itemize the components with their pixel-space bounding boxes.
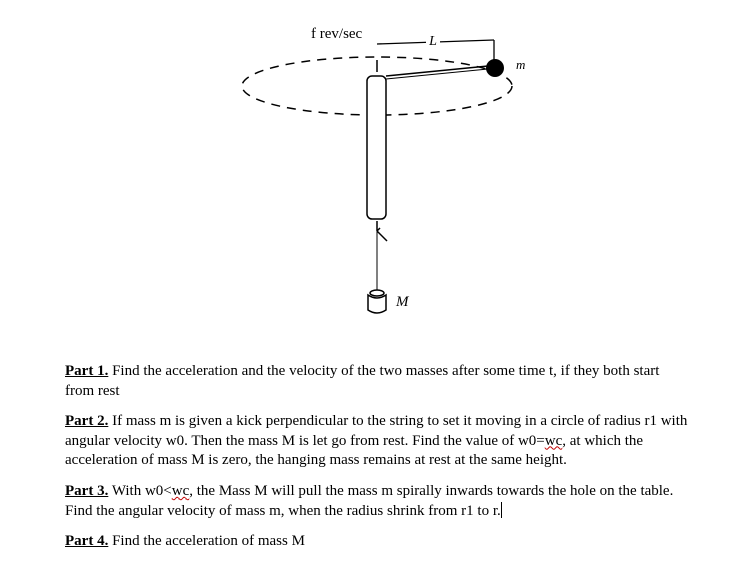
part-1-label: Part 1. xyxy=(65,363,109,379)
length-label: L xyxy=(429,34,437,49)
hook xyxy=(377,221,387,241)
hanging-mass xyxy=(368,295,386,313)
part-4-text: Find the acceleration of mass M xyxy=(112,533,305,549)
part-4 xyxy=(65,532,690,552)
text-cursor xyxy=(501,502,502,518)
part-3-wc: wc xyxy=(171,483,190,499)
orbiting-mass xyxy=(486,59,504,77)
part-1-text: Find the acceleration and the velocity of the two masses after some time t, if they both start from rest xyxy=(65,363,660,399)
orbit-mass-label: m xyxy=(516,57,526,72)
part-3-text-b: , the Mass M will pull the mass m spirally inwards towards the hole on the table. Find the angular velocity of mass m, when the radius shrink from r1 to r. xyxy=(65,483,674,519)
part-3 xyxy=(65,482,690,521)
part-3-label: Part 3. xyxy=(65,483,109,499)
part-1 xyxy=(65,362,690,401)
part-3-text-a: With w0< xyxy=(111,483,172,499)
part-2 xyxy=(65,412,690,471)
hanging-mass-label: M xyxy=(396,294,409,310)
part-2-wc: wc xyxy=(544,432,563,449)
vertical-tube xyxy=(367,76,386,219)
hanging-mass-top xyxy=(370,290,384,296)
part-2-text-b: , at which the acceleration of mass M is zero, the hanging mass remains at rest at the same height. xyxy=(65,432,644,468)
part-4-label: Part 4. xyxy=(65,533,109,549)
rotation-label: f rev/sec xyxy=(311,26,363,42)
part-2-text-a: If mass m is given a kick perpendicular to the string to set it moving in a circle of radius r1 with angular velocity w0. Then the mass M is let go from rest. Find the value of w0= xyxy=(65,413,688,449)
part-2-label: Part 2. xyxy=(65,413,109,429)
